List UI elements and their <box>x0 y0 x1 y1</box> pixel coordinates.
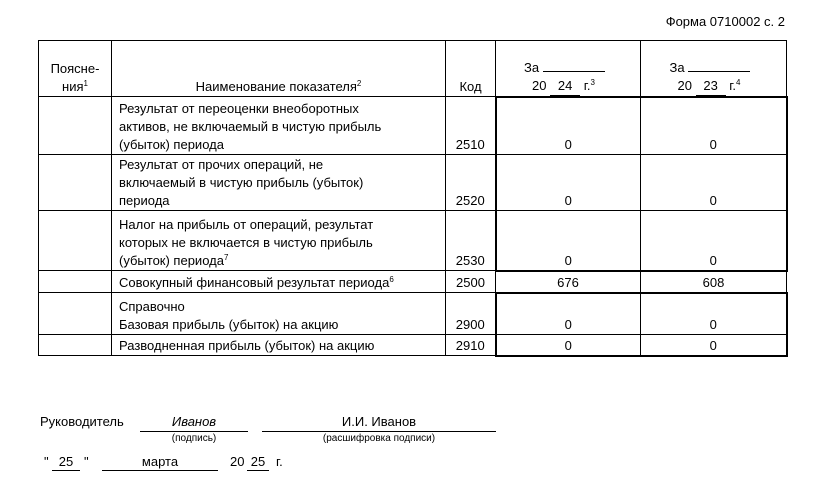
date-month: марта <box>141 454 179 469</box>
note-cell <box>39 293 112 335</box>
current-value: 676 <box>496 271 641 293</box>
date-year-suffix: г. <box>276 454 283 469</box>
table-row <box>39 293 787 335</box>
signer-role: Руководитель <box>40 414 124 429</box>
note-cell <box>39 271 112 293</box>
indicator-name: Совокупный финансовый результат периода$^6$ <box>112 271 446 293</box>
header-note <box>39 41 112 97</box>
header-note-line1: Поясне- <box>50 61 100 76</box>
signature-decoded: И.И. Иванов <box>341 414 417 429</box>
previous-value: 0 <box>641 335 787 356</box>
header-name <box>112 41 446 97</box>
table-header-row <box>39 41 787 97</box>
date-quote-close: " <box>84 454 89 469</box>
header-name-footnote: 2 <box>356 79 362 88</box>
date-day: 25 <box>58 454 74 469</box>
header-note-line2: ния <box>62 79 84 94</box>
header-current-za: За <box>524 59 540 75</box>
header-name-label: Наименование показателя <box>195 79 357 94</box>
date-year: 25 <box>250 454 266 469</box>
row-footnote: 6 <box>389 275 394 284</box>
note-cell <box>39 97 112 155</box>
date-quote-open: " <box>44 454 49 469</box>
current-value: 0 <box>496 211 641 271</box>
header-code-label: Код <box>459 79 482 94</box>
current-value: 0 <box>496 155 641 211</box>
previous-value: 0 <box>641 155 787 211</box>
previous-value: 0 <box>641 211 787 271</box>
header-current-year: 24 <box>550 77 580 96</box>
indicator-code: 2520 <box>446 155 496 211</box>
indicator-code: 2530 <box>446 211 496 271</box>
indicator-name: Результат от переоценки внеоборотных активов, не включаемый в чистую прибыль (убыток) периода <box>112 97 446 155</box>
header-previous-prefix: 20 <box>677 77 692 93</box>
header-previous-footnote: 4 <box>736 77 741 87</box>
current-value: 0 <box>496 97 641 155</box>
indicator-name: Результат от прочих операций, не включаемый в чистую прибыль (убыток) периода <box>112 155 446 211</box>
table-row <box>39 97 787 155</box>
indicator-code: 2900 <box>446 293 496 335</box>
indicator-name: Налог на прибыль от операций, результат которых не включается в чистую прибыль (убыток) периода$^7$ <box>112 211 446 271</box>
previous-value: 0 <box>641 97 787 155</box>
header-current-footnote: 3 <box>590 77 595 87</box>
current-value: 0 <box>496 335 641 356</box>
indicator-code: 2910 <box>446 335 496 356</box>
table-row <box>39 155 787 211</box>
date-year-prefix: 20 <box>230 454 245 469</box>
signature-block <box>40 414 560 474</box>
header-code <box>446 41 496 97</box>
indicator-code: 2500 <box>446 271 496 293</box>
current-value: 0 <box>496 293 641 335</box>
note-cell <box>39 155 112 211</box>
header-previous-za: За <box>669 59 685 75</box>
header-current-period <box>496 41 641 97</box>
signature-caption: (подпись) <box>171 433 217 444</box>
report-table <box>38 40 788 357</box>
indicator-name: Разводненная прибыль (убыток) на акцию <box>112 335 446 356</box>
table-row <box>39 211 787 271</box>
signature-decoded-caption: (расшифровка подписи) <box>322 433 436 444</box>
previous-value: 0 <box>641 293 787 335</box>
header-note-footnote: 1 <box>83 79 88 88</box>
note-cell <box>39 211 112 271</box>
table-row <box>39 335 787 356</box>
header-previous-year: 23 <box>696 77 726 96</box>
note-cell <box>39 335 112 356</box>
header-current-prefix: 20 <box>532 77 547 93</box>
header-previous-period <box>641 41 787 97</box>
form-code: Форма 0710002 с. 2 <box>665 14 785 29</box>
header-previous-suffix: г. <box>729 77 736 93</box>
header-current-suffix: г. <box>583 77 591 93</box>
previous-value: 608 <box>641 271 787 293</box>
table-row <box>39 271 787 293</box>
signature-field: Иванов <box>171 414 217 429</box>
indicator-name: Справочно Базовая прибыль (убыток) на акцию <box>112 293 446 335</box>
indicator-code: 2510 <box>446 97 496 155</box>
row-footnote: 7 <box>223 253 229 262</box>
